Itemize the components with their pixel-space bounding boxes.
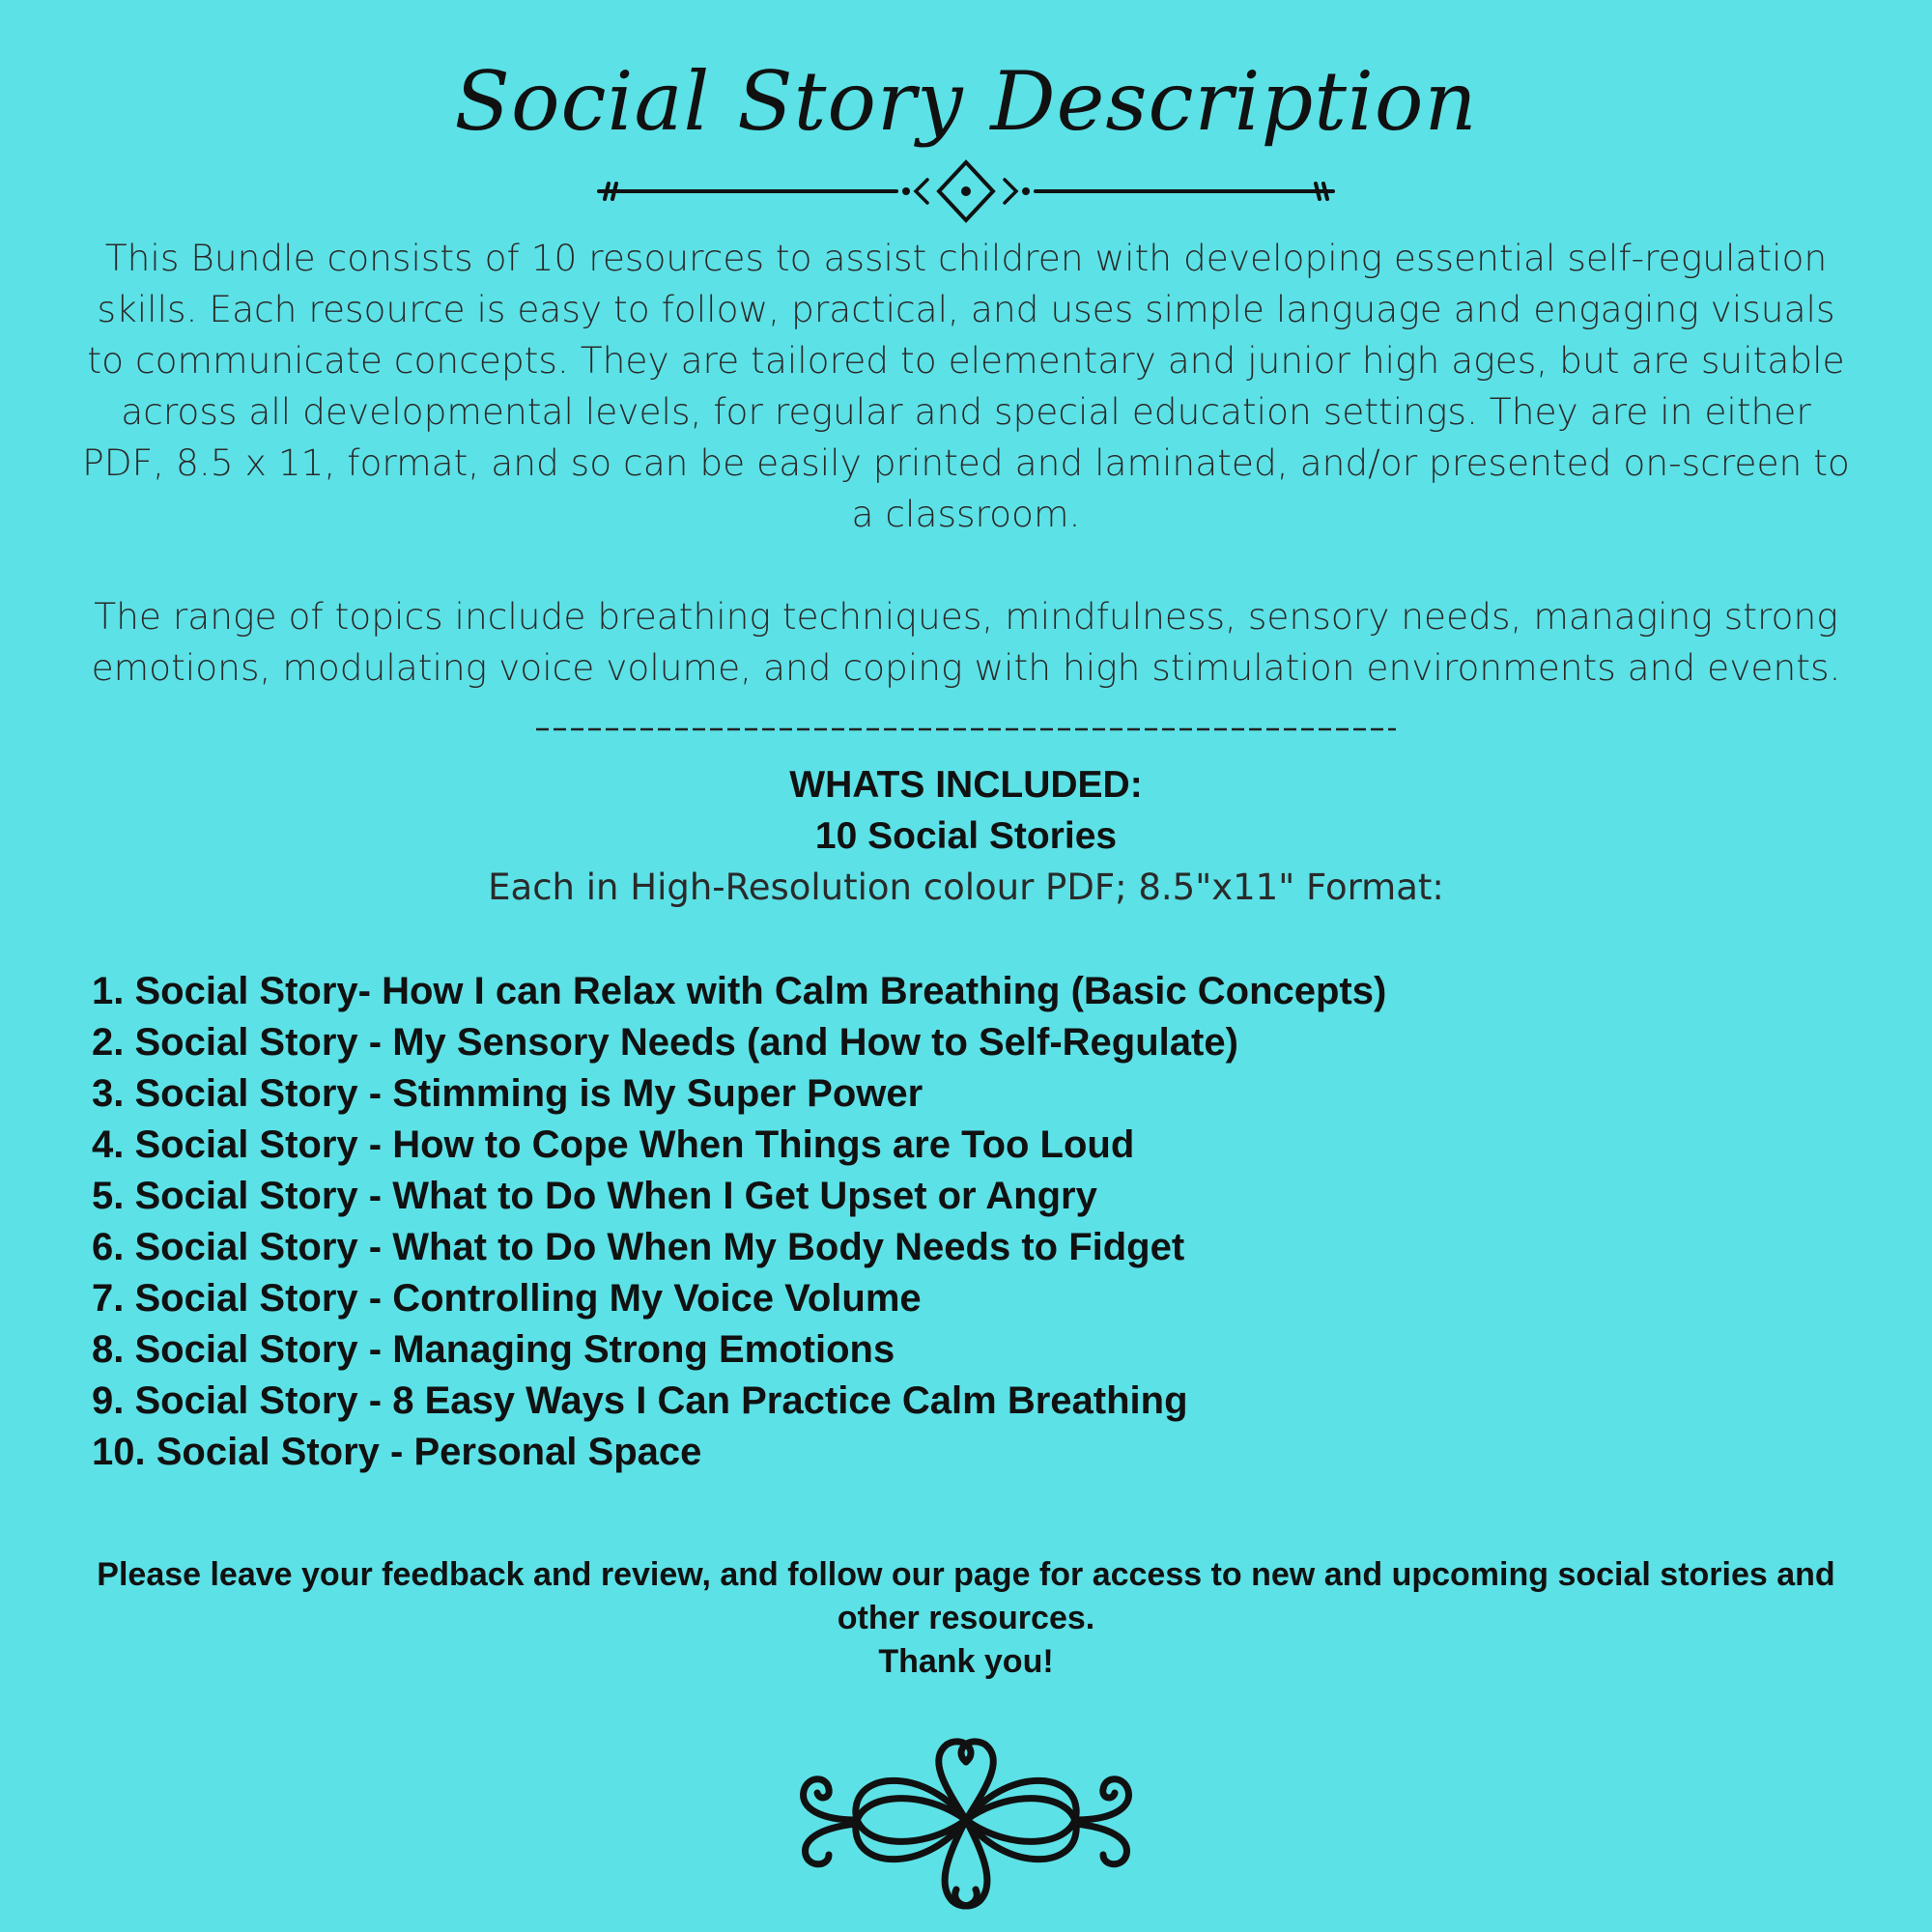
dashed-separator: [531, 697, 1401, 736]
story-item: 3. Social Story - Stimming is My Super Power: [92, 1072, 923, 1115]
title-divider-ornament: [587, 156, 1345, 224]
story-list: [92, 966, 1831, 1478]
intro-paragraph-1: This Bundle consists of 10 resources to assist children with developing essential self-regulation skills. Each resource is easy to follow, practical, and uses simple language and engaging visuals to communicate concepts. They are tailored to elementary and junior high ages, but are suitable across all developmental levels, for regular and special education settings. They are in either PDF, 8.5 x 11, format, and so can be easily printed and laminated, and/or presented on-screen to a classroom.: [82, 237, 1850, 535]
story-item: 7. Social Story - Controlling My Voice Volume: [92, 1277, 922, 1320]
feedback-text: Please leave your feedback and review, and follow our page for access to new and upcoming social stories and other resources.: [97, 1556, 1835, 1636]
story-item: 9. Social Story - 8 Easy Ways I Can Practice Calm Breathing: [92, 1379, 1188, 1422]
story-item: 10. Social Story - Personal Space: [92, 1431, 702, 1473]
story-item: 5. Social Story - What to Do When I Get Upset or Angry: [92, 1175, 1097, 1217]
intro-paragraph-2: The range of topics include breathing techniques, mindfulness, sensory needs, managing strong emotions, modulating voice volume, and coping with high stimulation environments and events.: [91, 595, 1841, 689]
story-count-heading: 10 Social Stories: [814, 815, 1118, 857]
flourish-ornament-icon: [792, 1731, 1140, 1920]
format-note: Each in High-Resolution colour PDF; 8.5"x11" Format:: [488, 867, 1444, 908]
feedback-message: [97, 1553, 1835, 1684]
story-item: 6. Social Story - What to Do When My Body Needs to Fidget: [92, 1226, 1185, 1268]
story-item: 1. Social Story- How I can Relax with Calm Breathing (Basic Concepts): [92, 970, 1387, 1012]
page-title: Social Story Description: [454, 54, 1478, 149]
story-item: 2. Social Story - My Sensory Needs (and How to Self-Regulate): [92, 1021, 1238, 1064]
thank-you-text: Thank you!: [878, 1643, 1054, 1680]
whats-included-heading: WHATS INCLUDED:: [789, 764, 1143, 806]
story-item: 4. Social Story - How to Cope When Things are Too Loud: [92, 1123, 1135, 1166]
story-item: 8. Social Story - Managing Strong Emotions: [92, 1328, 895, 1371]
